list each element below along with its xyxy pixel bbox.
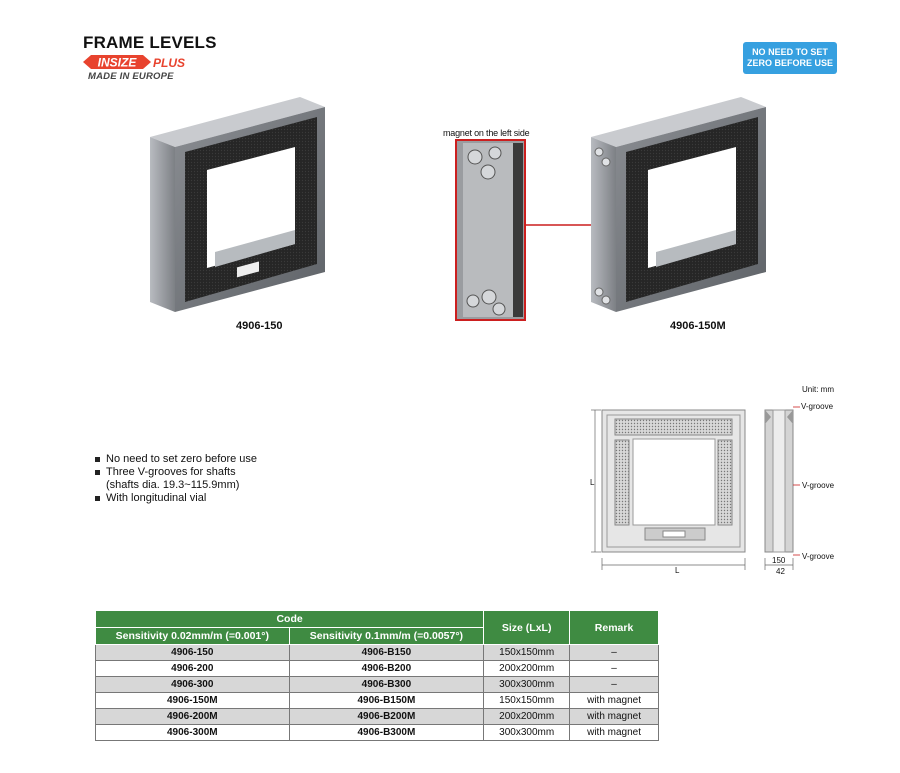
code2-cell: 4906-B200: [289, 661, 484, 677]
logo-arrow-left-icon: [83, 55, 91, 69]
remark-cell: with magnet: [570, 709, 659, 725]
table-row: [96, 661, 659, 677]
bullet-icon: [95, 470, 100, 475]
right-product-caption: 4906-150M: [670, 320, 726, 332]
col-header-remark: Remark: [570, 611, 659, 645]
page-title: FRAME LEVELS: [83, 33, 217, 52]
dim-l-side: L: [590, 478, 595, 487]
bullet-icon: [95, 496, 100, 501]
code2-cell: 4906-B200M: [289, 709, 484, 725]
table-row: [96, 645, 659, 661]
col-header-size: Size (LxL): [484, 611, 570, 645]
vgroove-bottom-label: V-groove: [802, 552, 835, 561]
code1-cell: 4906-150M: [96, 693, 290, 709]
code1-cell: 4906-200M: [96, 709, 290, 725]
brand-suffix: PLUS: [153, 56, 186, 70]
frame-level-image: [145, 92, 335, 314]
code1-cell: 4906-150: [96, 645, 290, 661]
zero-badge: [743, 42, 837, 74]
code1-cell: 4906-300: [96, 677, 290, 693]
vgroove-mid-label: V-groove: [802, 481, 835, 490]
code2-cell: 4906-B300M: [289, 725, 484, 741]
table-row: [96, 709, 659, 725]
feature-item: (shafts dia. 19.3~115.9mm): [106, 479, 240, 491]
feature-item: Three V-grooves for shafts: [95, 466, 257, 479]
feature-item: With longitudinal vial: [95, 492, 257, 505]
remark-cell: –: [570, 645, 659, 661]
col-header-code: Code: [96, 611, 484, 628]
code1-cell: 4906-200: [96, 661, 290, 677]
table-row: [96, 677, 659, 693]
insize-plus-logo: [83, 54, 198, 70]
badge-line-1: NO NEED TO SET: [752, 47, 828, 57]
feature-item: No need to set zero before use: [95, 453, 257, 466]
table-row: [96, 693, 659, 709]
brand-name: INSIZE: [97, 55, 137, 70]
dim-42: 42: [776, 567, 785, 576]
remark-cell: –: [570, 677, 659, 693]
code2-cell: 4906-B150: [289, 645, 484, 661]
bullet-icon: [95, 457, 100, 462]
spec-table: [95, 610, 659, 741]
dim-150: 150: [772, 556, 786, 565]
made-in-label: MADE IN EUROPE: [88, 71, 174, 82]
size-cell: 200x200mm: [484, 661, 570, 677]
badge-line-2: ZERO BEFORE USE: [746, 58, 833, 68]
feature-list: [95, 453, 257, 505]
vgroove-top-label: V-groove: [801, 402, 834, 411]
table-row: [96, 725, 659, 741]
size-cell: 150x150mm: [484, 645, 570, 661]
dim-l-bottom: L: [675, 566, 680, 575]
left-product-caption: 4906-150: [236, 320, 283, 332]
size-cell: 150x150mm: [484, 693, 570, 709]
remark-cell: –: [570, 661, 659, 677]
col-header-sensitivity-2: Sensitivity 0.1mm/m (=0.0057°): [289, 628, 484, 645]
remark-cell: with magnet: [570, 725, 659, 741]
code1-cell: 4906-300M: [96, 725, 290, 741]
logo-arrow-right-icon: [143, 55, 151, 69]
unit-label: Unit: mm: [802, 385, 834, 394]
col-header-sensitivity-1: Sensitivity 0.02mm/m (=0.001°): [96, 628, 290, 645]
size-cell: 300x300mm: [484, 677, 570, 693]
size-cell: 300x300mm: [484, 725, 570, 741]
magnet-caption: magnet on the left side: [443, 128, 530, 138]
code2-cell: 4906-B300: [289, 677, 484, 693]
remark-cell: with magnet: [570, 693, 659, 709]
code2-cell: 4906-B150M: [289, 693, 484, 709]
size-cell: 200x200mm: [484, 709, 570, 725]
frame-level-magnet-image: [586, 92, 776, 314]
